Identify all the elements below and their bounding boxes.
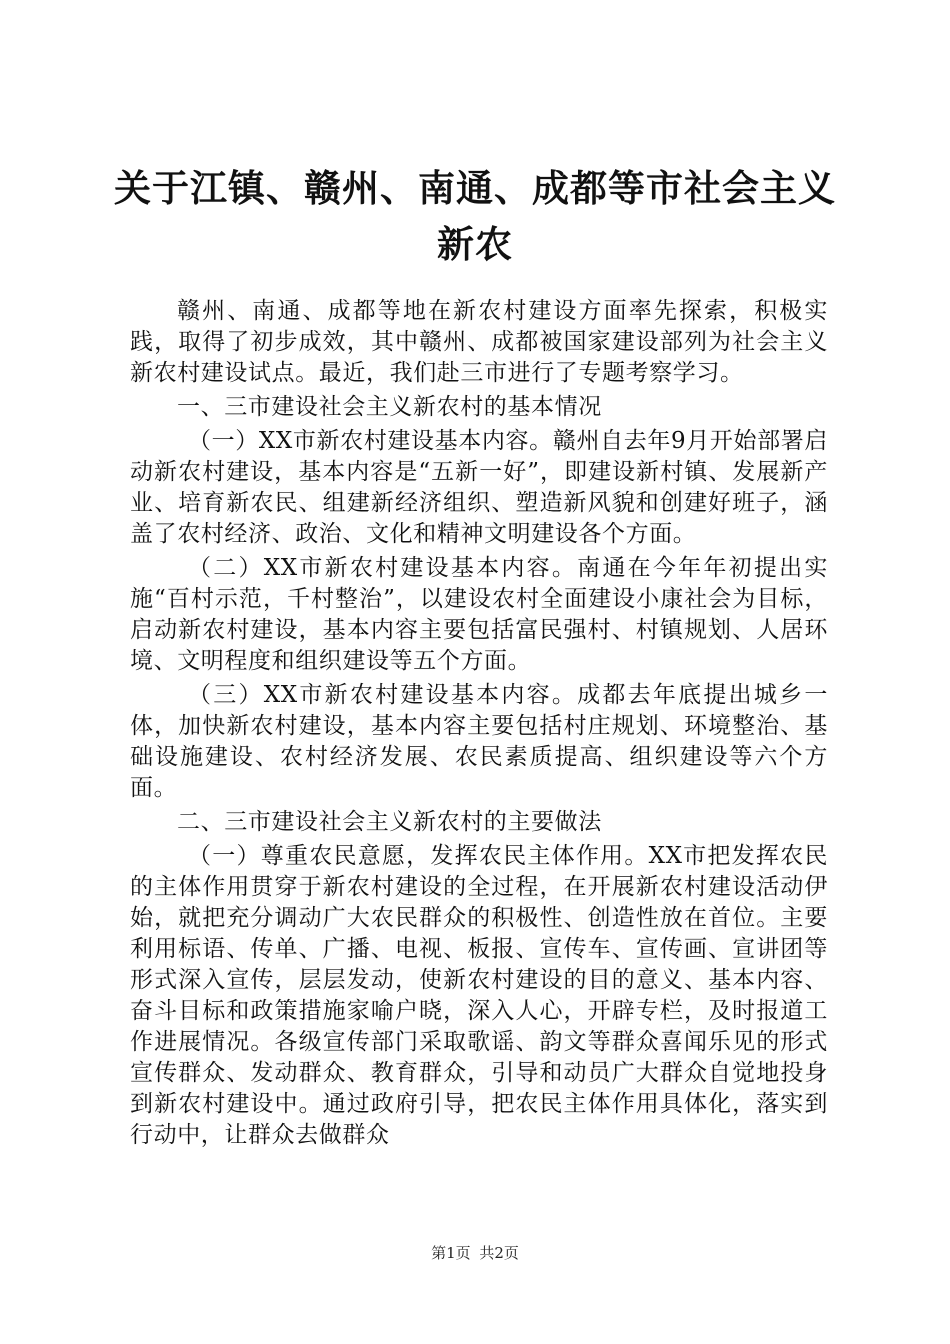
paragraph-chengdu: （三）XX市新农村建设基本内容。成都去年底提出城乡一体，加快新农村建设，基本内容主要包括村庄规划、环境整治、基础设施建设、农村经济发展、农民素质提高、组织建设等六个方面。 (130, 682, 828, 801)
page-footer (0, 1243, 950, 1263)
document-title: 关于江镇、赣州、南通、成都等市社会主义新农 (114, 166, 836, 266)
document-body (130, 296, 828, 1154)
paragraph-practice-1: （一）尊重农民意愿，发挥农民主体作用。XX市把发挥农民的主体作用贯穿于新农村建设的全过程，在开展新农村建设活动伊始，就把充分调动广大农民群众的积极性、创造性放在首位。主要利用标语、传单、广播、电视、板报、宣传车、宣传画、宣讲团等形式深入宣传，层层发动，使新农村建设的目的意义、基本内容、奋斗目标和政策措施家喻户晓，深入人心，开辟专栏，及时报道工作进展情况。各级宣传部门采取歌谣、韵文等群众喜闻乐见的形式宣传群众、发动群众、教育群众，引导和动员广大群众自觉地投身到新农村建设中。通过政府引导，把农民主体作用具体化，落实到行动中，让群众去做群众 (130, 843, 828, 1148)
page-total: 共2页 (479, 1244, 519, 1262)
section-heading-2: 二、三市建设社会主义新农村的主要做法 (177, 809, 602, 835)
paragraph-intro: 赣州、南通、成都等地在新农村建设方面率先探索，积极实践，取得了初步成效，其中赣州、成都被国家建设部列为社会主义新农村建设试点。最近，我们赴三市进行了专题考察学习。 (130, 298, 828, 386)
page-number: 第1页 (431, 1244, 471, 1262)
paragraph-ganzhou: （一）XX市新农村建设基本内容。赣州自去年9月开始部署启动新农村建设，基本内容是“五新一好”，即建设新村镇、发展新产业、培育新农民、组建新经济组织、塑造新风貌和创建好班子，涵盖了农村经济、政治、文化和精神文明建设各个方面。 (130, 428, 828, 547)
paragraph-nantong: （二）XX市新农村建设基本内容。南通在今年年初提出实施“百村示范，千村整治”，以建设农村全面建设小康社会为目标，启动新农村建设，基本内容主要包括富民强村、村镇规划、人居环境、文明程度和组织建设等五个方面。 (130, 555, 828, 674)
section-heading-1: 一、三市建设社会主义新农村的基本情况 (177, 394, 602, 420)
